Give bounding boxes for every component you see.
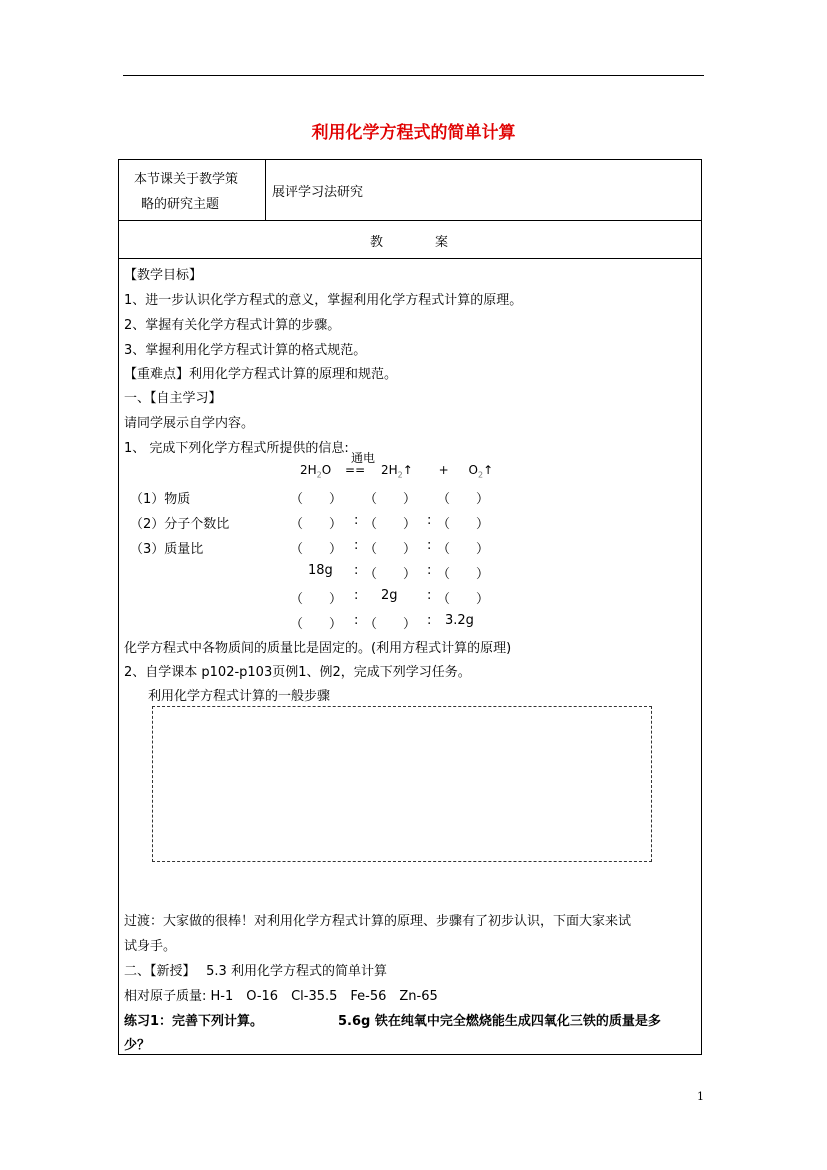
goals-heading: 【教学目标】 xyxy=(124,268,203,283)
task-2: 2、自学课本 p102-p103页例1、例2，完成下列学习任务。 xyxy=(124,665,471,680)
cell-oxygen: （ ） xyxy=(437,517,490,532)
page-number: 1 xyxy=(697,1090,704,1103)
section-2-heading: 二、【新授】 5.3 利用化学方程式的简单计算 xyxy=(124,964,387,979)
steps-answer-box[interactable] xyxy=(152,706,652,862)
plan-label-1: 教 xyxy=(370,235,384,250)
cell-water: （ ） xyxy=(290,492,343,507)
table-row-divider xyxy=(118,220,702,221)
cell-hydrogen: （ ） xyxy=(364,517,417,532)
principle-text: 化学方程式中各物质间的质量比是固定的。(利用方程式计算的原理) xyxy=(124,641,512,656)
chemical-equation xyxy=(300,463,493,479)
reaction-condition: 通电 xyxy=(351,451,376,465)
topic-label-line2: 略的研究主题 xyxy=(141,197,220,212)
row-label: （3）质量比 xyxy=(130,542,204,557)
ratio-sep: : xyxy=(427,513,432,528)
steps-heading: 利用化学方程式计算的一般步骤 xyxy=(148,689,331,704)
cell-oxygen: （ ） xyxy=(437,542,490,557)
intro-text: 请同学展示自学内容。 xyxy=(124,416,255,431)
gas-arrow-icon: ↑ xyxy=(402,463,413,477)
cell-oxygen: （ ） xyxy=(437,567,490,582)
section-1-heading: 一、【自主学习】 xyxy=(124,391,222,406)
exercise-1-label: 练习1：完善下列计算。 xyxy=(124,1014,264,1029)
equals-sign: == xyxy=(345,463,366,477)
cell-water: （ ） xyxy=(290,617,343,632)
table-row-divider xyxy=(118,258,702,259)
cell-water: （ ） xyxy=(290,592,343,607)
ratio-sep: : xyxy=(354,563,359,578)
goal-3: 3、掌握利用化学方程式计算的格式规范。 xyxy=(124,343,367,358)
ratio-sep: : xyxy=(354,588,359,603)
ratio-sep: : xyxy=(427,613,432,628)
cell-oxygen: （ ） xyxy=(437,592,490,607)
cell-oxygen: （ ） xyxy=(437,492,490,507)
plus-sign: + xyxy=(438,463,449,477)
table-col-divider xyxy=(265,159,266,220)
row-label: （1）物质 xyxy=(130,492,191,507)
atomic-mass: 相对原子质量: H-1 O-16 Cl-35.5 Fe-56 Zn-65 xyxy=(124,989,438,1004)
transition-line-1: 过渡：大家做的很棒！对利用化学方程式计算的原理、步骤有了初步认识，下面大家来试 xyxy=(124,914,632,929)
topic-label-line1: 本节课关于教学策 xyxy=(134,172,239,187)
cell-oxygen: 3.2g xyxy=(445,613,474,628)
cell-water: （ ） xyxy=(290,542,343,557)
header-rule xyxy=(123,75,704,76)
ratio-sep: : xyxy=(354,513,359,528)
plan-label-2: 案 xyxy=(435,235,449,250)
topic-value: 展评学习法研究 xyxy=(272,185,364,200)
ratio-sep: : xyxy=(427,563,432,578)
document-title: 利用化学方程式的简单计算 xyxy=(311,123,516,143)
exercise-1-question-end: 少？ xyxy=(124,1038,151,1053)
goal-2: 2、掌握有关化学方程式计算的步骤。 xyxy=(124,318,341,333)
task-1: 1、 完成下列化学方程式所提供的信息: xyxy=(124,441,349,456)
cell-water: 18g xyxy=(308,563,333,578)
cell-hydrogen: （ ） xyxy=(364,617,417,632)
cell-hydrogen: （ ） xyxy=(364,542,417,557)
gas-arrow-icon: ↑ xyxy=(483,463,494,477)
ratio-sep: : xyxy=(354,538,359,553)
product-oxygen: $O_2↑$ xyxy=(468,463,494,480)
exercise-1-question: 5.6g 铁在纯氧中完全燃烧能生成四氧化三铁的质量是多 xyxy=(338,1014,661,1029)
reactant-water: $2H_2O$ xyxy=(300,463,332,480)
ratio-sep: : xyxy=(427,588,432,603)
ratio-sep: : xyxy=(427,538,432,553)
goal-1: 1、进一步认识化学方程式的意义，掌握利用化学方程式计算的原理。 xyxy=(124,293,523,308)
product-hydrogen: $2H_2↑$ xyxy=(380,463,413,480)
transition-line-2: 试身手。 xyxy=(124,939,177,954)
ratio-sep: : xyxy=(354,613,359,628)
cell-hydrogen: 2g xyxy=(381,588,398,603)
cell-water: （ ） xyxy=(290,517,343,532)
cell-hydrogen: （ ） xyxy=(364,567,417,582)
key-point: 【重难点】利用化学方程式计算的原理和规范。 xyxy=(124,367,398,382)
cell-hydrogen: （ ） xyxy=(364,492,417,507)
row-label: （2）分子个数比 xyxy=(130,517,230,532)
